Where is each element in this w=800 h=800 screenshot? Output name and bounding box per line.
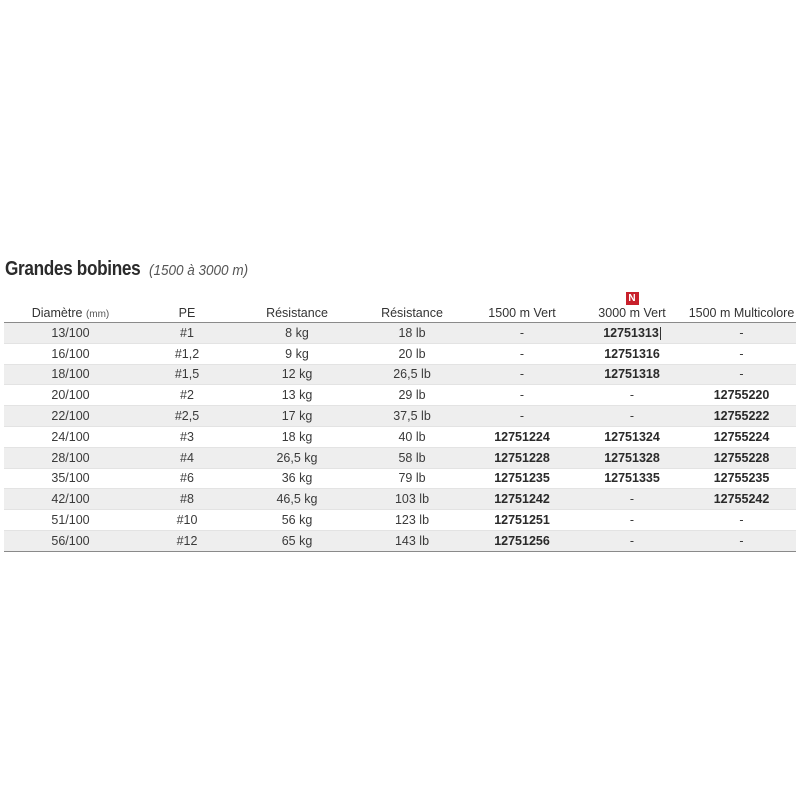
- cell-resistance-kg: 13 kg: [237, 385, 357, 406]
- table-row: [4, 447, 796, 468]
- cell-resistance-lb: 40 lb: [357, 426, 467, 447]
- section-title: [5, 258, 259, 281]
- cell-resistance-lb: 143 lb: [357, 530, 467, 551]
- cell-3000m-vert: -: [577, 530, 687, 551]
- cell-resistance-lb: 123 lb: [357, 510, 467, 531]
- cell-1500m-vert: 12751256: [467, 530, 577, 551]
- cell-1500m-multicolore: -: [687, 364, 796, 385]
- header-diametre-unit: (mm): [85, 309, 110, 320]
- cell-1500m-multicolore: -: [687, 343, 796, 364]
- cell-resistance-lb: 79 lb: [357, 468, 467, 489]
- cell-resistance-kg: 9 kg: [237, 343, 357, 364]
- cell-resistance-lb: 29 lb: [357, 385, 467, 406]
- cell-diametre: 18/100: [4, 364, 137, 385]
- cell-3000m-vert: -: [577, 489, 687, 510]
- header-resistance-kg: Résistance: [237, 286, 357, 323]
- cell-3000m-vert: 12751318: [577, 364, 687, 385]
- cell-resistance-lb: 58 lb: [357, 447, 467, 468]
- cell-resistance-lb: 26,5 lb: [357, 364, 467, 385]
- header-diametre-label: Diamètre: [31, 306, 83, 320]
- cell-resistance-kg: 65 kg: [237, 530, 357, 551]
- cell-diametre: 22/100: [4, 406, 137, 427]
- cell-diametre: 56/100: [4, 530, 137, 551]
- cell-1500m-multicolore: 12755222: [687, 406, 796, 427]
- cell-pe: #3: [137, 426, 237, 447]
- title-subtitle: (1500 à 3000 m): [148, 262, 248, 279]
- cell-diametre: 24/100: [4, 426, 137, 447]
- header-1500m-multicolore: 1500 m Multicolore: [687, 286, 796, 323]
- spec-table: [4, 286, 796, 552]
- cell-pe: #10: [137, 510, 237, 531]
- cell-1500m-multicolore: 12755224: [687, 426, 796, 447]
- cell-1500m-vert: 12751228: [467, 447, 577, 468]
- cell-1500m-vert: -: [467, 406, 577, 427]
- cell-3000m-vert: -: [577, 385, 687, 406]
- cell-pe: #8: [137, 489, 237, 510]
- table-row: [4, 530, 796, 551]
- cell-1500m-vert: -: [467, 385, 577, 406]
- cell-pe: #6: [137, 468, 237, 489]
- cell-pe: #1,5: [137, 364, 237, 385]
- cell-1500m-multicolore: -: [687, 323, 796, 344]
- cell-3000m-vert: 12751324: [577, 426, 687, 447]
- cell-3000m-vert: 12751313: [577, 323, 687, 344]
- cell-1500m-multicolore: 12755220: [687, 385, 796, 406]
- spec-table-container: [4, 286, 796, 552]
- table-row: [4, 406, 796, 427]
- cell-diametre: 20/100: [4, 385, 137, 406]
- cell-pe: #12: [137, 530, 237, 551]
- cell-resistance-kg: 18 kg: [237, 426, 357, 447]
- header-pe: PE: [137, 286, 237, 323]
- cell-resistance-lb: 37,5 lb: [357, 406, 467, 427]
- cell-resistance-kg: 17 kg: [237, 406, 357, 427]
- header-resistance-lb: Résistance: [357, 286, 467, 323]
- cell-diametre: 51/100: [4, 510, 137, 531]
- cell-1500m-vert: 12751224: [467, 426, 577, 447]
- cell-1500m-multicolore: 12755242: [687, 489, 796, 510]
- cell-diametre: 42/100: [4, 489, 137, 510]
- cell-1500m-vert: -: [467, 323, 577, 344]
- cell-1500m-vert: -: [467, 364, 577, 385]
- cell-resistance-kg: 26,5 kg: [237, 447, 357, 468]
- table-header-row: [4, 286, 796, 323]
- cell-pe: #1: [137, 323, 237, 344]
- cell-pe: #1,2: [137, 343, 237, 364]
- header-diametre: [4, 286, 137, 323]
- cell-resistance-kg: 36 kg: [237, 468, 357, 489]
- header-3000m-vert: [577, 286, 687, 323]
- cell-pe: #2,5: [137, 406, 237, 427]
- cell-1500m-vert: 12751242: [467, 489, 577, 510]
- cell-resistance-kg: 56 kg: [237, 510, 357, 531]
- text-caret: [660, 327, 661, 340]
- new-badge: N: [626, 292, 639, 305]
- table-row: [4, 323, 796, 344]
- cell-1500m-multicolore: -: [687, 530, 796, 551]
- cell-resistance-kg: 12 kg: [237, 364, 357, 385]
- cell-1500m-multicolore: -: [687, 510, 796, 531]
- table-row: [4, 426, 796, 447]
- cell-1500m-vert: 12751235: [467, 468, 577, 489]
- cell-resistance-lb: 20 lb: [357, 343, 467, 364]
- cell-diametre: 16/100: [4, 343, 137, 364]
- cell-resistance-lb: 103 lb: [357, 489, 467, 510]
- header-3000m-vert-label: 3000 m Vert: [598, 306, 666, 320]
- table-row: [4, 385, 796, 406]
- table-row: [4, 468, 796, 489]
- cell-diametre: 28/100: [4, 447, 137, 468]
- cell-diametre: 35/100: [4, 468, 137, 489]
- cell-diametre: 13/100: [4, 323, 137, 344]
- title-main: Grandes bobines: [5, 258, 141, 280]
- cell-pe: #4: [137, 447, 237, 468]
- cell-resistance-kg: 46,5 kg: [237, 489, 357, 510]
- table-row: [4, 489, 796, 510]
- cell-3000m-vert: -: [577, 510, 687, 531]
- cell-1500m-multicolore: 12755235: [687, 468, 796, 489]
- cell-pe: #2: [137, 385, 237, 406]
- table-row: [4, 343, 796, 364]
- cell-3000m-vert: 12751335: [577, 468, 687, 489]
- cell-3000m-vert: -: [577, 406, 687, 427]
- cell-resistance-kg: 8 kg: [237, 323, 357, 344]
- cell-3000m-vert: 12751328: [577, 447, 687, 468]
- table-row: [4, 364, 796, 385]
- cell-1500m-vert: -: [467, 343, 577, 364]
- cell-1500m-vert: 12751251: [467, 510, 577, 531]
- table-row: [4, 510, 796, 531]
- cell-resistance-lb: 18 lb: [357, 323, 467, 344]
- cell-1500m-multicolore: 12755228: [687, 447, 796, 468]
- cell-3000m-vert: 12751316: [577, 343, 687, 364]
- header-1500m-vert: 1500 m Vert: [467, 286, 577, 323]
